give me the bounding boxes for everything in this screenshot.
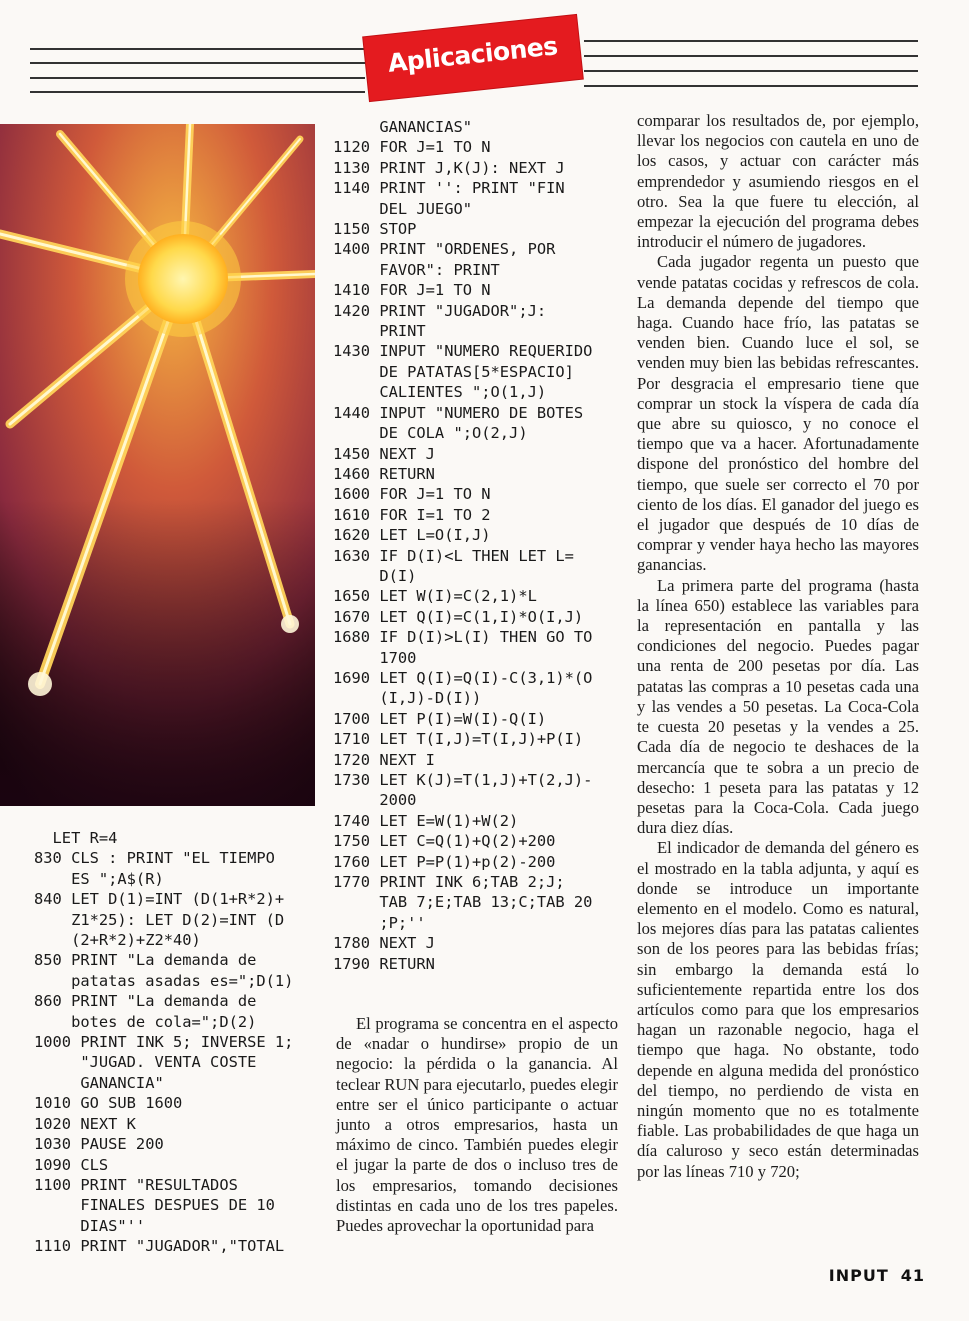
code-line: 1010 GO SUB 1600 xyxy=(34,1094,183,1113)
code-line: "JUGAD. VENTA COSTE xyxy=(34,1053,257,1072)
code-line: 1000 PRINT INK 5; INVERSE 1; xyxy=(34,1033,294,1052)
header-rule-right-3 xyxy=(584,70,918,72)
code-line: 1440 INPUT "NUMERO DE BOTES xyxy=(333,403,584,422)
header-rule-left-3 xyxy=(30,77,365,79)
code-line: 1410 FOR J=1 TO N xyxy=(333,281,491,300)
code-line: 1680 IF D(I)>L(I) THEN GO TO xyxy=(333,628,593,647)
code-line: 860 PRINT "La demanda de xyxy=(34,992,257,1011)
code-line: FINALES DESPUES DE 10 xyxy=(34,1196,275,1215)
code-line: 1750 LET C=Q(1)+Q(2)+200 xyxy=(333,832,556,851)
code-line: 1740 LET E=W(1)+W(2) xyxy=(333,811,519,830)
code-line: FAVOR": PRINT xyxy=(333,260,500,279)
code-line: 1710 LET T(I,J)=T(I,J)+P(I) xyxy=(333,730,584,749)
code-line: patatas asadas es=";D(1) xyxy=(34,971,294,990)
paragraph: El programa se concentra en el aspecto de «nadar o hundirse» propio de un negocio: la pérdida o la ganancia. Al teclear RUN para ejecutarlo, puedes elegir entre ser el único participante o actuar junto a otros empresarios, hasta un máximo de cinco. También puedes elegir el jugar la parte de dos o incluso tres de los empresarios, tomando decisiones distintas en cada uno de los tres papeles. Puedes aprovechar la oportunidad para xyxy=(336,1014,618,1236)
code-line: 1420 PRINT "JUGADOR";J: xyxy=(333,301,547,320)
code-line: TAB 7;E;TAB 13;C;TAB 20 xyxy=(333,893,593,912)
code-line: GANANCIAS" xyxy=(333,118,472,136)
header-rule-right-1 xyxy=(584,40,918,42)
header-rule-left-4 xyxy=(30,91,365,93)
paragraph: El indicador de demanda del género es el mostrado en la tabla adjunta, y aquí es donde se introduce un importante elemento en el modelo. Como es natural, los mejores días para las patatas calientes son de los peores para las bebidas frías; sin embargo la demanda está lo suficientemente repartida entre los dos artículos como para que los empresarios hagan un razonable negocio, haga el tiempo que haga. No obstante, todo depende en alguna medida del pronóstico del tiempo, no perdiendo de vista en ningún momento que no es totalmente fiable. Las probabilidades de que haga un día caluroso y seco están determinadas por las líneas 710 y 720; xyxy=(637,838,919,1181)
code-line: 1690 LET Q(I)=Q(I)-C(3,1)*(O xyxy=(333,668,593,687)
code-line: 1780 NEXT J xyxy=(333,934,435,953)
paragraph: La primera parte del programa (hasta la línea 650) establece las variables para la representación en pantalla y las condiciones del negocio. Puedes pagar una renta de 200 pesetas por día. Las patatas las compras a 10 pesetas cada una y las vendes a 50 pesetas. La Coca-Cola te cuesta 20 pesetas y la vendes a 25. Cada día de negocio te deshaces de la mercancía que te sobra a un precio de desecho: 1 peseta para las patatas y 12 pesetas para la Coca-Cola. Cada juego dura diez días. xyxy=(637,575,919,838)
code-line: D(I) xyxy=(333,566,417,585)
code-line: 1700 xyxy=(333,648,417,667)
code-line: ;P;'' xyxy=(333,913,426,932)
sun-rays-illustration-svg xyxy=(0,124,315,806)
code-line: 1020 NEXT K xyxy=(34,1114,136,1133)
code-line: 840 LET D(1)=INT (D(1+R*2)+ xyxy=(34,890,285,909)
magazine-name: INPUT xyxy=(828,1266,889,1285)
code-line: 1630 IF D(I)<L THEN LET L= xyxy=(333,546,574,565)
paragraph: comparar los resultados de, por ejemplo, llevar los negocios con cautela en uno de los casos, y actuar con carácter más emprendedor y asumiendo riesgos en el otro. Sea la que fuere tu elección, al empezar la ejecución del programa debes introducir el número de jugadores. xyxy=(637,111,919,252)
code-line: 1730 LET K(J)=T(1,J)+T(2,J)- xyxy=(333,771,593,789)
code-line: 1790 RETURN xyxy=(333,954,435,973)
code-line: 1090 CLS xyxy=(34,1155,109,1174)
code-line: 1150 STOP xyxy=(333,220,417,239)
header-rule-right-4 xyxy=(584,85,918,87)
code-line: 1720 NEXT I xyxy=(333,750,435,769)
code-line: 1100 PRINT "RESULTADOS xyxy=(34,1175,238,1194)
header-rule-left-1 xyxy=(30,48,365,50)
body-text-right xyxy=(637,111,919,1182)
code-line: ES ";A$(R) xyxy=(34,869,164,888)
code-line: 850 PRINT "La demanda de xyxy=(34,951,257,970)
code-line: 1770 PRINT INK 6;TAB 2;J; xyxy=(333,873,565,892)
code-line: DEL JUEGO" xyxy=(333,199,472,218)
code-line: 1700 LET P(I)=W(I)-Q(I) xyxy=(333,709,547,728)
section-banner xyxy=(363,15,583,101)
code-listing-col2 xyxy=(333,117,592,974)
code-line: DE PATATAS[5*ESPACIO] xyxy=(333,362,574,381)
paragraph: Cada jugador regenta un puesto que vende patatas cocidas y refrescos de cola. La demanda depende del tiempo que haga. Cuando hace frío, las patatas se venden bien. Cuando luce el sol, se venden muy bien las bebidas refrescantes. Por desgracia el empresario tiene que comprar un stock la víspera de cada día que abre su quiosco, y no conoce el tiempo que va a hacer. Afortunadamente dispone del pronóstico del hombre del tiempo, que suele ser correcto el 70 por ciento de los días. El ganador del juego es el jugador que después de 10 días de comprar y vender haya hecho las mayores ganancias. xyxy=(637,252,919,575)
code-line: PRINT xyxy=(333,322,426,341)
code-line: 1460 RETURN xyxy=(333,464,435,483)
section-label: Aplicaciones xyxy=(386,31,559,78)
code-line: 2000 xyxy=(333,791,417,810)
code-line: 1120 FOR J=1 TO N xyxy=(333,138,491,157)
code-line: 1670 LET Q(I)=C(1,I)*O(I,J) xyxy=(333,607,584,626)
code-line: 1620 LET L=O(I,J) xyxy=(333,526,491,545)
code-line: Z1*25): LET D(2)=INT (D xyxy=(34,910,285,929)
header-rule-left-2 xyxy=(30,62,365,64)
code-line: DIAS"'' xyxy=(34,1216,146,1235)
code-line: 1610 FOR I=1 TO 2 xyxy=(333,505,491,524)
code-line: 1430 INPUT "NUMERO REQUERIDO xyxy=(333,342,593,361)
code-line: CALIENTES ";O(1,J) xyxy=(333,383,547,402)
code-line: DE COLA ";O(2,J) xyxy=(333,424,528,443)
code-line: 1600 FOR J=1 TO N xyxy=(333,485,491,504)
page-number: 41 xyxy=(900,1266,925,1285)
code-line: 1400 PRINT "ORDENES, POR xyxy=(333,240,556,259)
code-line: 1110 PRINT "JUGADOR","TOTAL xyxy=(34,1237,285,1256)
code-line: 1030 PAUSE 200 xyxy=(34,1135,164,1154)
code-listing-col1 xyxy=(34,828,293,1257)
code-line: 830 CLS : PRINT "EL TIEMPO xyxy=(34,849,275,868)
code-line: (I,J)-D(I)) xyxy=(333,689,482,708)
code-line: 1760 LET P=P(1)+p(2)-200 xyxy=(333,852,556,871)
code-line: 1650 LET W(I)=C(2,1)*L xyxy=(333,587,537,606)
code-line: (2+R*2)+Z2*40) xyxy=(34,931,201,950)
code-line: 1450 NEXT J xyxy=(333,444,435,463)
code-line: botes de cola=";D(2) xyxy=(34,1012,257,1031)
page-footer xyxy=(817,1266,925,1285)
code-line: GANANCIA" xyxy=(34,1073,164,1092)
code-line: 1140 PRINT '': PRINT "FIN xyxy=(333,179,565,198)
body-text-middle xyxy=(336,1014,618,1236)
code-line: LET R=4 xyxy=(34,829,118,847)
header-rule-right-2 xyxy=(584,55,918,57)
code-line: 1130 PRINT J,K(J): NEXT J xyxy=(333,158,565,177)
sun-rays-illustration xyxy=(0,124,315,806)
